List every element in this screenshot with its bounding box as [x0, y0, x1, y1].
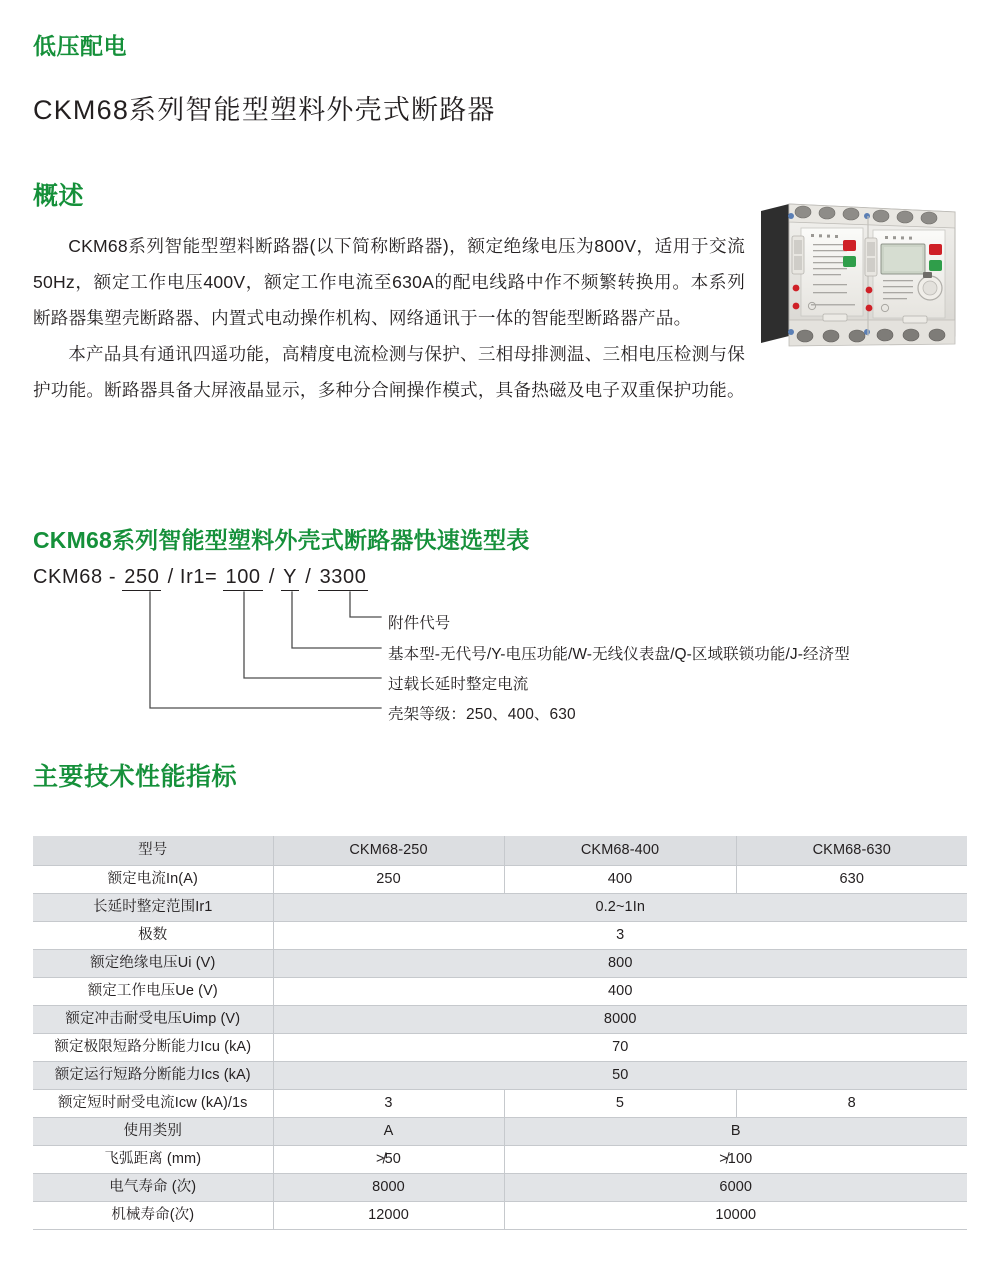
- table-cell: 50: [273, 1062, 967, 1090]
- table-row-label: 额定冲击耐受电压Uimp (V): [33, 1006, 273, 1034]
- table-row-label: 额定电流In(A): [33, 866, 273, 894]
- table-header-cell: CKM68-630: [736, 836, 967, 866]
- table-cell: A: [273, 1118, 504, 1146]
- table-row-label: 额定工作电压Ue (V): [33, 978, 273, 1006]
- table-row: [33, 1062, 967, 1090]
- table-row: [33, 922, 967, 950]
- code-frame: 250: [122, 566, 161, 591]
- table-row: [33, 1006, 967, 1034]
- code-sep-1: / Ir1=: [161, 566, 224, 588]
- table-cell: 6000: [504, 1174, 967, 1202]
- code-sep-2: /: [262, 566, 282, 588]
- table-row-label: 长延时整定范围Ir1: [33, 894, 273, 922]
- table-cell: 0.2~1In: [273, 894, 967, 922]
- table-cell: 3: [273, 922, 967, 950]
- table-cell: 400: [504, 866, 736, 894]
- table-cell: 400: [273, 978, 967, 1006]
- table-header-cell: 型号: [33, 836, 273, 866]
- table-row: [33, 950, 967, 978]
- table-header-row: [33, 836, 967, 866]
- table-row: [33, 1202, 967, 1230]
- overview-paragraph-2: 本产品具有通讯四遥功能，高精度电流检测与保护、三相母排测温、三相电压检测与保护功能。断路器具备大屏液晶显示，多种分合闸操作模式，具备热磁及电子双重保护功能。: [33, 344, 745, 400]
- code-prefix: CKM68 -: [33, 566, 123, 588]
- table-row-label: 电气寿命 (次): [33, 1174, 273, 1202]
- table-row: [33, 894, 967, 922]
- table-cell: 800: [273, 950, 967, 978]
- table-cell: B: [504, 1118, 967, 1146]
- overview-copy: [33, 228, 745, 408]
- legend-ir1: 过载长延时整定电流: [388, 676, 529, 693]
- section-heading-spec: 主要技术性能指标: [33, 763, 238, 791]
- product-photo: [755, 196, 970, 356]
- table-row: [33, 1118, 967, 1146]
- table-row-label: 额定短时耐受电流Icw (kA)/1s: [33, 1090, 273, 1118]
- table-cell: 70: [273, 1034, 967, 1062]
- table-header-cell: CKM68-400: [504, 836, 736, 866]
- code-sep-3: /: [299, 566, 318, 588]
- page-title: CKM68系列智能型塑料外壳式断路器: [33, 95, 496, 126]
- table-cell: 8: [736, 1090, 967, 1118]
- table-row: [33, 978, 967, 1006]
- table-header-cell: CKM68-250: [273, 836, 504, 866]
- table-row-label: 使用类别: [33, 1118, 273, 1146]
- table-cell: 8000: [273, 1174, 504, 1202]
- model-code-diagram: [33, 566, 913, 723]
- table-cell: 630: [736, 866, 967, 894]
- overview-paragraph-1: CKM68系列智能型塑料断路器(以下简称断路器)，额定绝缘电压为800V，适用于交流50Hz，额定工作电压400V，额定工作电流至630A的配电线路中作不频繁转换用。本系列断路器集塑壳断路器、内置式电动操作机构、网络通讯于一体的智能型断路器产品。: [33, 236, 745, 328]
- table-row-label: 机械寿命(次): [33, 1202, 273, 1230]
- table-cell: ≯50: [273, 1146, 504, 1174]
- category-kicker: 低压配电: [33, 33, 127, 59]
- table-cell: ≯100: [504, 1146, 967, 1174]
- table-row-label: 额定运行短路分断能力Ics (kA): [33, 1062, 273, 1090]
- table-cell: 250: [273, 866, 504, 894]
- table-row: [33, 1146, 967, 1174]
- table-row-label: 额定极限短路分断能力Icu (kA): [33, 1034, 273, 1062]
- table-cell: 10000: [504, 1202, 967, 1230]
- legend-frame: 壳架等级：250、400、630: [388, 706, 576, 723]
- legend-accessory: 附件代号: [388, 615, 451, 632]
- table-cell: 8000: [273, 1006, 967, 1034]
- table-cell: 5: [504, 1090, 736, 1118]
- table-row-label: 飞弧距离 (mm): [33, 1146, 273, 1174]
- table-row: [33, 1090, 967, 1118]
- table-cell: 12000: [273, 1202, 504, 1230]
- section-heading-selection: CKM68系列智能型塑料外壳式断路器快速选型表: [33, 527, 530, 553]
- spec-table: [33, 836, 967, 1230]
- table-row: [33, 866, 967, 894]
- section-heading-overview: 概述: [33, 182, 85, 210]
- code-accessory: 3300: [318, 566, 369, 591]
- code-ir1: 100: [223, 566, 262, 591]
- legend-type: 基本型-无代号/Y-电压功能/W-无线仪表盘/Q-区域联锁功能/J-经济型: [388, 646, 850, 663]
- code-type: Y: [281, 566, 299, 591]
- circuit-breaker-illustration: [755, 196, 970, 356]
- table-cell: 3: [273, 1090, 504, 1118]
- table-row: [33, 1034, 967, 1062]
- table-row-label: 额定绝缘电压Ui (V): [33, 950, 273, 978]
- table-row-label: 极数: [33, 922, 273, 950]
- table-row: [33, 1174, 967, 1202]
